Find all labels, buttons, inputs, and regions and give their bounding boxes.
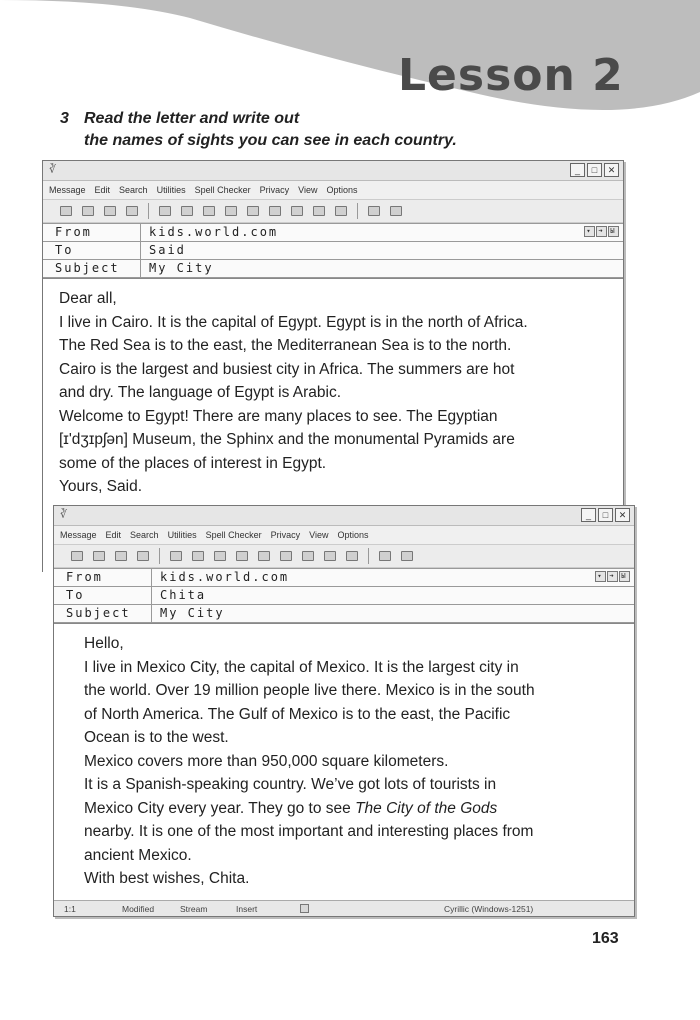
body-line: and dry. The language of Egypt is Arabic.	[59, 384, 342, 401]
menu-privacy[interactable]: Privacy	[270, 530, 301, 540]
menu-bar	[43, 181, 623, 199]
title-bar	[54, 506, 634, 526]
menu-bar	[54, 526, 634, 544]
task-number: 3	[60, 110, 69, 127]
menu-search[interactable]: Search	[119, 185, 148, 195]
toolbar	[54, 544, 634, 568]
sign-icon[interactable]	[343, 548, 361, 564]
paste-icon[interactable]	[200, 203, 218, 219]
chevron-down-icon[interactable]: ▾	[595, 571, 606, 582]
email-window-mexico	[53, 505, 635, 917]
menu-search[interactable]: Search	[130, 530, 159, 540]
from-label: From	[43, 224, 141, 241]
insert-icon[interactable]	[288, 203, 306, 219]
queue-icon[interactable]	[79, 203, 97, 219]
close-button[interactable]: ✕	[615, 508, 630, 522]
toolbar-separator	[368, 548, 369, 564]
menu-view[interactable]: View	[309, 530, 329, 540]
body-line: Hello,	[84, 635, 124, 652]
copy-icon[interactable]	[189, 548, 207, 564]
body-line: I live in Cairo. It is the capital of Egypt. Egypt is in the north of Africa.	[59, 313, 528, 331]
book-icon[interactable]: Ы	[608, 226, 619, 237]
modified-status: Modified	[122, 904, 155, 914]
to-row	[43, 242, 623, 260]
insert-icon[interactable]	[299, 548, 317, 564]
menu-privacy[interactable]: Privacy	[259, 185, 290, 195]
subject-row	[43, 260, 623, 278]
menu-message[interactable]: Message	[60, 530, 97, 540]
from-label: From	[54, 569, 152, 586]
body-line: It is a Spanish-speaking country. We’ve got lots of tourists in	[84, 776, 497, 793]
send-icon[interactable]	[57, 203, 75, 219]
encrypt-icon[interactable]	[310, 203, 328, 219]
body-line: nearby. It is one of the most important and interesting places from	[84, 823, 534, 840]
maximize-button[interactable]: □	[587, 163, 602, 177]
from-field[interactable]	[141, 224, 623, 241]
task-line-2: the names of sights you can see in each country.	[84, 132, 457, 149]
from-value: kids.world.com	[149, 225, 279, 239]
toolbar-separator	[357, 203, 358, 219]
menu-spell-checker[interactable]: Spell Checker	[194, 185, 251, 195]
body-line: Mexico covers more than 950,000 square kilometers.	[84, 752, 449, 770]
menu-utilities[interactable]: Utilities	[167, 530, 197, 540]
window-controls	[581, 508, 630, 522]
body-line: Yours, Said.	[59, 478, 143, 495]
find-icon[interactable]	[244, 203, 262, 219]
spell-icon[interactable]	[277, 548, 295, 564]
menu-spell-checker[interactable]: Spell Checker	[205, 530, 262, 540]
subject-field[interactable]: My City	[160, 606, 225, 620]
cut-icon[interactable]	[156, 203, 174, 219]
cancel-icon[interactable]	[398, 548, 416, 564]
encoding-status[interactable]: Cyrillic (Windows-1251)	[444, 904, 534, 914]
sign-icon[interactable]	[332, 203, 350, 219]
body-line: Welcome to Egypt! There are many places to see. The Egyptian	[59, 407, 498, 425]
menu-utilities[interactable]: Utilities	[156, 185, 186, 195]
to-label: To	[43, 242, 141, 259]
menu-edit[interactable]: Edit	[94, 185, 111, 195]
app-icon: ∛	[49, 164, 57, 176]
body-line: the world. Over 19 million people live there. Mexico is in the south	[84, 682, 535, 699]
body-line: Cairo is the largest and busiest city in Africa. The summers are hot	[59, 360, 515, 378]
to-field[interactable]: Chita	[160, 588, 207, 602]
body-line-start: Mexico City every year. They go to see	[84, 799, 351, 817]
paste-icon[interactable]	[211, 548, 229, 564]
from-field-buttons	[584, 226, 619, 237]
copy-icon[interactable]	[178, 203, 196, 219]
attach-icon[interactable]	[101, 203, 119, 219]
window-controls	[570, 163, 619, 177]
task-line-1: Read the letter and write out	[84, 110, 300, 127]
body-line: I live in Mexico City, the capital of Mexico. It is the largest city in	[84, 658, 519, 676]
attach-icon[interactable]	[112, 548, 130, 564]
subject-label: Subject	[43, 260, 141, 277]
message-body[interactable]	[54, 623, 634, 913]
status-bar	[54, 900, 634, 916]
page-number: 163	[592, 930, 619, 947]
menu-options[interactable]: Options	[326, 185, 358, 195]
body-line-with-sight	[84, 797, 620, 821]
to-label: To	[54, 587, 152, 604]
body-line: Dear all,	[59, 290, 117, 307]
body-line: some of the places of interest in Egypt.	[59, 454, 327, 472]
menu-options[interactable]: Options	[337, 530, 369, 540]
save-icon[interactable]	[123, 203, 141, 219]
maximize-button[interactable]: □	[598, 508, 613, 522]
encrypt-icon[interactable]	[321, 548, 339, 564]
title-bar	[43, 161, 623, 181]
cursor-position: 1:1	[64, 904, 76, 914]
body-line: ancient Mexico.	[84, 846, 192, 864]
to-row	[54, 587, 634, 605]
body-line: The Red Sea is to the east, the Mediterranean Sea is to the north.	[59, 337, 512, 354]
chevron-down-icon[interactable]: ▾	[584, 226, 595, 237]
spell-icon[interactable]	[266, 203, 284, 219]
header-fields	[54, 568, 634, 623]
toolbar-separator	[159, 548, 160, 564]
format-icon[interactable]	[222, 203, 240, 219]
book-icon[interactable]: Ы	[619, 571, 630, 582]
minimize-button[interactable]: _	[581, 508, 596, 522]
menu-message[interactable]: Message	[49, 185, 86, 195]
from-row	[43, 224, 623, 242]
cut-icon[interactable]	[167, 548, 185, 564]
find-icon[interactable]	[255, 548, 273, 564]
body-line: of North America. The Gulf of Mexico is to the east, the Pacific	[84, 705, 511, 723]
menu-view[interactable]: View	[298, 185, 318, 195]
app-icon: ∛	[60, 509, 68, 521]
send-icon[interactable]	[68, 548, 86, 564]
cancel-icon[interactable]	[387, 203, 405, 219]
arrow-right-icon[interactable]: ➜	[596, 226, 607, 237]
subject-field[interactable]: My City	[149, 261, 214, 275]
minimize-button[interactable]: _	[570, 163, 585, 177]
toolbar	[43, 199, 623, 223]
from-field-buttons	[595, 571, 630, 582]
from-row	[54, 569, 634, 587]
address-book-icon[interactable]	[365, 203, 383, 219]
lesson-title: Lesson 2	[398, 50, 624, 101]
sight-name: The City of the Gods	[355, 799, 498, 817]
menu-edit[interactable]: Edit	[105, 530, 122, 540]
to-field[interactable]: Said	[149, 243, 186, 257]
stream-status: Stream	[180, 904, 208, 914]
header-fields	[43, 223, 623, 278]
format-icon[interactable]	[233, 548, 251, 564]
from-value: kids.world.com	[160, 570, 290, 584]
keyboard-icon	[300, 904, 309, 913]
address-book-icon[interactable]	[376, 548, 394, 564]
from-field[interactable]	[152, 569, 634, 586]
body-line: With best wishes, Chita.	[84, 870, 250, 887]
subject-row	[54, 605, 634, 623]
save-icon[interactable]	[134, 548, 152, 564]
task-instruction	[60, 108, 457, 152]
insert-status: Insert	[236, 904, 258, 914]
toolbar-separator	[148, 203, 149, 219]
close-button[interactable]: ✕	[604, 163, 619, 177]
arrow-right-icon[interactable]: ➜	[607, 571, 618, 582]
body-line: Ocean is to the west.	[84, 729, 229, 746]
subject-label: Subject	[54, 605, 152, 622]
body-line: [ɪ'dʒɪpʃən] Museum, the Sphinx and the monumental Pyramids are	[59, 431, 515, 448]
queue-icon[interactable]	[90, 548, 108, 564]
